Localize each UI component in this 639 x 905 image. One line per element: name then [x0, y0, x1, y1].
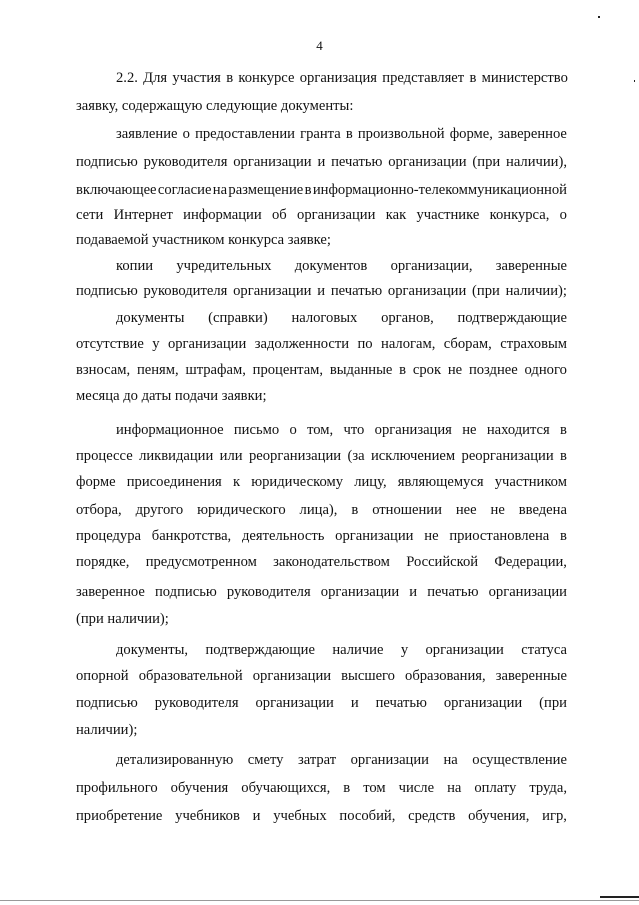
text-line: 2.2. Для участия в конкурсе организация представляет в министерство: [116, 70, 568, 86]
text-line: порядке, предусмотренном законодательством Российской Федерации,: [76, 554, 567, 570]
text-line: документы (справки) налоговых органов, подтверждающие: [116, 310, 567, 326]
text-line: процедура банкротства, деятельность организации не приостановлена в: [76, 528, 567, 544]
text-line: документы, подтверждающие наличие у организации статуса: [116, 642, 567, 658]
text-line: подписью руководителя организации и печатью организации (при: [76, 695, 567, 711]
text-line: взносам, пеням, штрафам, процентам, выданные в срок не позднее одного: [76, 362, 567, 378]
scan-artifact: [634, 80, 635, 82]
scan-artifact: [598, 16, 600, 18]
text-line: подаваемой участником конкурса заявке;: [76, 232, 331, 248]
text-line: отсутствие у организации задолженности по налогам, сборам, страховым: [76, 336, 567, 352]
scan-artifact: [600, 896, 639, 898]
text-line: профильного обучения обучающихся, в том числе на оплату труда,: [76, 780, 567, 796]
text-line: включающее согласие на размещение в информационно-телекоммуникационной: [76, 182, 567, 198]
text-line: приобретение учебников и учебных пособий, средств обучения, игр,: [76, 808, 567, 824]
text-line: месяца до даты подачи заявки;: [76, 388, 267, 404]
text-line: информационное письмо о том, что организация не находится в: [116, 422, 567, 438]
text-line: копии учредительных документов организации, заверенные: [116, 258, 567, 274]
page-number: 4: [316, 38, 323, 53]
scan-artifact: [0, 900, 639, 901]
text-line: (при наличии);: [76, 611, 169, 627]
text-line: процессе ликвидации или реорганизации (за исключением реорганизации в: [76, 448, 567, 464]
text-line: заявку, содержащую следующие документы:: [76, 98, 354, 114]
text-line: опорной образовательной организации высшего образования, заверенные: [76, 668, 567, 684]
text-line: наличии);: [76, 722, 138, 738]
text-line: детализированную смету затрат организации на осуществление: [116, 752, 567, 768]
text-line: заявление о предоставлении гранта в произвольной форме, заверенное: [116, 126, 567, 142]
text-line: форме присоединения к юридическому лицу, являющемуся участником: [76, 474, 567, 490]
text-line: подписью руководителя организации и печатью организации (при наличии);: [76, 283, 567, 299]
text-line: отбора, другого юридического лица), в отношении нее не введена: [76, 502, 567, 518]
text-line: подписью руководителя организации и печатью организации (при наличии),: [76, 154, 567, 170]
text-line: сети Интернет информации об организации как участнике конкурса, о: [76, 207, 567, 223]
text-line: заверенное подписью руководителя организации и печатью организации: [76, 584, 567, 600]
